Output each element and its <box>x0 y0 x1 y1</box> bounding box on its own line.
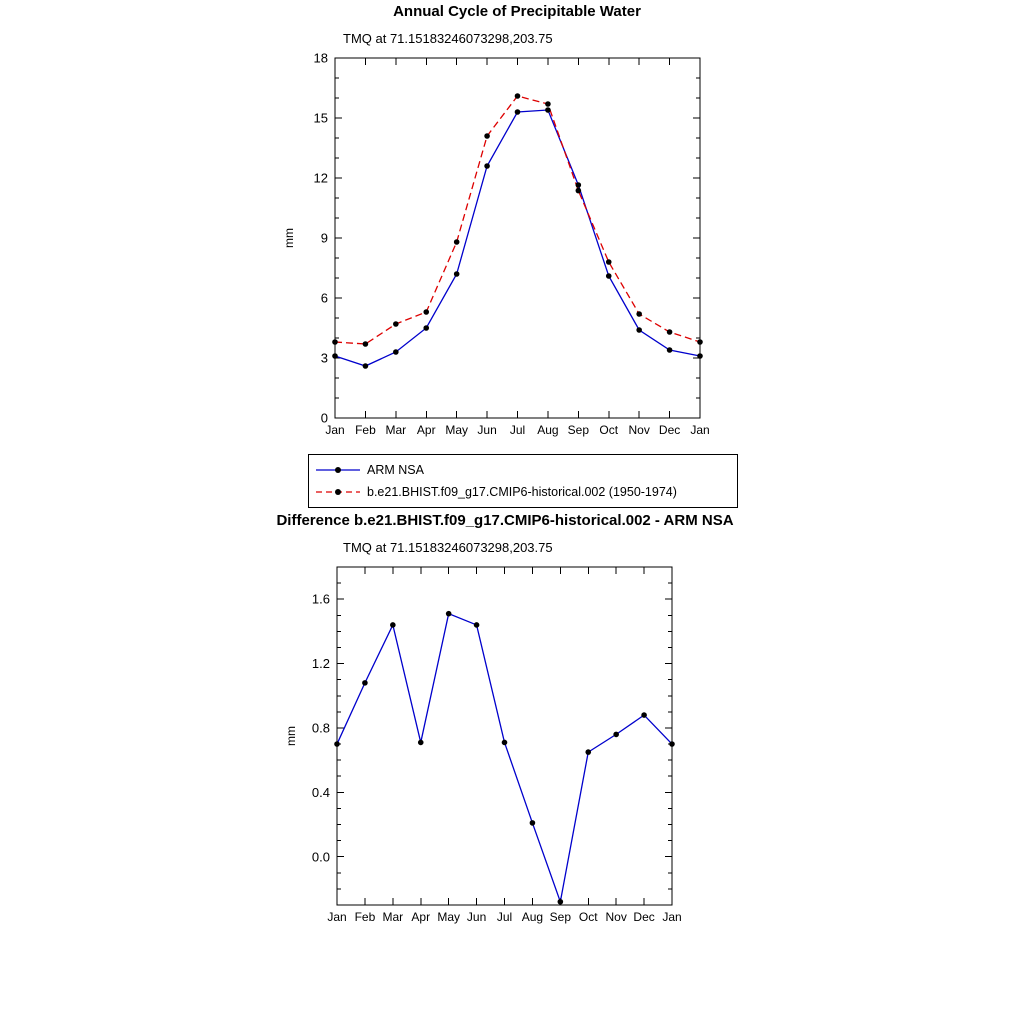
legend-marker-dot-icon <box>335 489 341 495</box>
month-label: Mar <box>382 910 404 924</box>
month-label: Jun <box>466 910 487 924</box>
data-point <box>474 622 480 628</box>
month-label: May <box>437 910 461 924</box>
month-label: Oct <box>578 910 598 924</box>
month-label: May <box>445 423 469 437</box>
data-point <box>636 311 642 317</box>
data-line-1 <box>337 614 672 902</box>
chart1-subtitle: TMQ at 71.15183246073298,203.75 <box>343 31 553 46</box>
data-point <box>332 339 338 345</box>
data-point <box>334 741 340 747</box>
data-point <box>667 329 673 335</box>
data-point <box>641 712 647 718</box>
month-label: Jan <box>662 910 682 924</box>
month-label: Apr <box>411 910 431 924</box>
data-point <box>502 740 508 746</box>
legend-item-arm-nsa <box>315 459 733 481</box>
month-label: Dec <box>658 423 681 437</box>
data-point <box>418 740 424 746</box>
y-tick-label: 0 <box>320 410 328 426</box>
month-label: Jan <box>690 423 710 437</box>
data-point <box>606 273 612 279</box>
data-point <box>484 163 490 169</box>
y-axis-title: mm <box>282 228 296 248</box>
data-point <box>669 741 675 747</box>
data-point <box>363 363 369 369</box>
y-tick-label: 1.2 <box>311 656 330 672</box>
month-label: Jul <box>509 423 526 437</box>
y-tick-label: 9 <box>320 230 328 246</box>
data-point <box>606 259 612 265</box>
y-tick-label: 3 <box>320 350 328 366</box>
data-point <box>484 133 490 139</box>
data-point <box>697 353 703 359</box>
chart2-title: Difference b.e21.BHIST.f09_g17.CMIP6-historical.002 - ARM NSA <box>276 512 734 529</box>
data-point <box>393 321 399 327</box>
data-point <box>454 271 460 277</box>
axis-box <box>337 567 672 905</box>
y-axis-title: mm <box>284 726 298 746</box>
data-point <box>515 109 521 115</box>
chart2-subtitle: TMQ at 71.15183246073298,203.75 <box>343 540 553 555</box>
month-label: Sep <box>549 910 572 924</box>
month-label: Nov <box>628 423 650 437</box>
data-point <box>446 611 452 617</box>
legend-item-model <box>315 481 733 503</box>
month-label: Nov <box>605 910 627 924</box>
month-label: Jul <box>496 910 513 924</box>
y-tick-label: 15 <box>313 110 328 126</box>
data-point <box>613 732 619 738</box>
data-point <box>667 347 673 353</box>
data-point <box>585 749 591 755</box>
legend-label-model: b.e21.BHIST.f09_g17.CMIP6-historical.002 (1950-1974) <box>367 485 677 499</box>
month-label: Mar <box>385 423 407 437</box>
data-point <box>332 353 338 359</box>
month-label: Aug <box>521 910 544 924</box>
legend-label-arm-nsa: ARM NSA <box>367 463 424 477</box>
data-line-2 <box>335 96 700 344</box>
month-label: Jan <box>325 423 345 437</box>
chart-2 <box>284 567 682 924</box>
legend-marker-dot-icon <box>335 467 341 473</box>
legend <box>308 454 738 508</box>
y-tick-label: 1.6 <box>311 591 330 607</box>
legend-sample-solid-line-icon <box>315 463 361 477</box>
month-label: Oct <box>599 423 619 437</box>
data-point <box>576 188 582 194</box>
data-point <box>393 349 399 355</box>
data-point <box>545 101 551 107</box>
y-tick-label: 0.0 <box>311 849 330 865</box>
data-point <box>454 239 460 245</box>
data-point <box>362 680 368 686</box>
y-tick-label: 6 <box>320 290 328 306</box>
month-label: Apr <box>416 423 436 437</box>
month-label: Feb <box>355 423 376 437</box>
data-point <box>363 341 369 347</box>
y-tick-label: 18 <box>313 50 328 66</box>
chart1-title: Annual Cycle of Precipitable Water <box>393 3 641 20</box>
data-point <box>545 107 551 113</box>
data-point <box>697 339 703 345</box>
data-point <box>390 622 396 628</box>
data-point <box>576 182 582 188</box>
y-tick-label: 0.8 <box>311 720 330 736</box>
data-point <box>423 309 429 315</box>
month-label: Jan <box>327 910 347 924</box>
data-point <box>515 93 521 99</box>
data-point <box>636 327 642 333</box>
data-point <box>530 820 536 826</box>
month-label: Jun <box>477 423 497 437</box>
y-tick-label: 12 <box>313 170 328 186</box>
chart-1 <box>282 51 710 437</box>
month-label: Dec <box>633 910 655 924</box>
month-label: Feb <box>354 910 376 924</box>
legend-sample-dashed-line-icon <box>315 485 361 499</box>
y-tick-label: 0.4 <box>311 784 330 800</box>
month-label: Sep <box>567 423 590 437</box>
data-point <box>423 325 429 331</box>
data-point <box>558 899 564 905</box>
month-label: Aug <box>537 423 559 437</box>
